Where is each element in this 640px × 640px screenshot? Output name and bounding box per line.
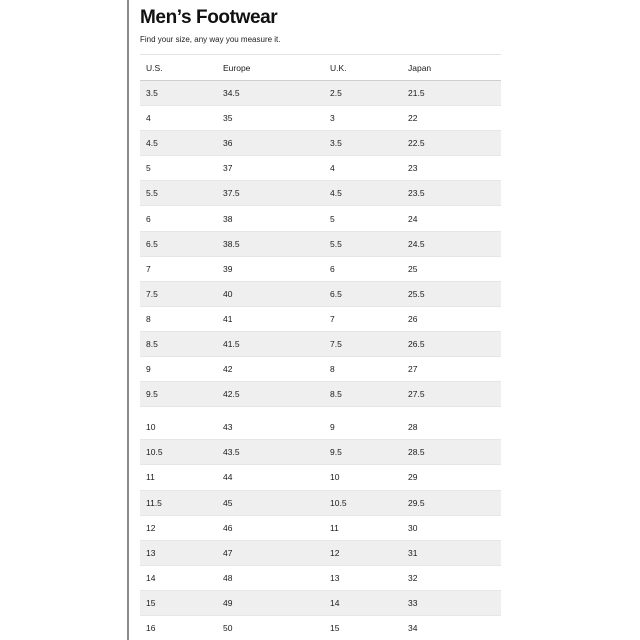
cell-japan-size: 24 [408,213,418,224]
cell-us-size: 6.5 [146,238,158,249]
cell-japan-size: 26.5 [408,338,425,349]
cell-us-size: 11.5 [146,497,162,508]
cell-europe-size: 37.5 [223,188,240,199]
cell-europe-size: 45 [223,497,233,508]
cell-us-size: 8.5 [146,338,158,349]
table-row [140,332,501,357]
cell-europe-size: 47 [223,547,233,558]
cell-us-size: 12 [146,522,156,533]
table-row [140,541,501,566]
cell-us-size: 10 [146,422,156,433]
table-row [140,440,501,465]
table-row [140,516,501,541]
cell-us-size: 14 [146,572,156,583]
cell-europe-size: 40 [223,288,233,299]
cell-europe-size: 48 [223,572,233,583]
table-row [140,282,501,307]
cell-uk-size: 4.5 [330,188,342,199]
cell-uk-size: 9 [330,422,335,433]
table-row [140,181,501,206]
cell-uk-size: 12 [330,547,340,558]
cell-japan-size: 24.5 [408,238,425,249]
cell-europe-size: 50 [223,623,233,634]
cell-us-size: 16 [146,623,156,634]
cell-japan-size: 25.5 [408,288,425,299]
cell-europe-size: 49 [223,597,233,608]
cell-uk-size: 7.5 [330,338,342,349]
cell-uk-size: 2.5 [330,88,342,99]
cell-europe-size: 38.5 [223,238,240,249]
cell-japan-size: 23 [408,163,418,174]
table-row [140,106,501,131]
cell-us-size: 9.5 [146,389,158,400]
table-row [140,206,501,231]
column-header-japan: Japan [408,62,432,73]
cell-us-size: 5 [146,163,151,174]
cell-uk-size: 10.5 [330,497,347,508]
cell-japan-size: 26 [408,313,418,324]
cell-japan-size: 29.5 [408,497,425,508]
table-row [140,307,501,332]
cell-uk-size: 6 [330,263,335,274]
cell-japan-size: 29 [408,472,418,483]
table-row [140,81,501,106]
cell-us-size: 15 [146,597,156,608]
column-header-uk: U.K. [330,62,347,73]
cell-uk-size: 13 [330,572,340,583]
cell-us-size: 6 [146,213,151,224]
cell-us-size: 11 [146,472,155,483]
table-row [140,491,501,516]
table-row [140,357,501,382]
column-header-us: U.S. [146,62,163,73]
table-row [140,382,501,407]
cell-europe-size: 43.5 [223,447,240,458]
table-row [140,415,501,440]
table-row [140,616,501,640]
cell-us-size: 10.5 [146,447,163,458]
cell-us-size: 7.5 [146,288,158,299]
cell-europe-size: 36 [223,138,233,149]
cell-us-size: 13 [146,547,156,558]
cell-europe-size: 46 [223,522,233,533]
cell-japan-size: 23.5 [408,188,425,199]
cell-europe-size: 41 [223,313,233,324]
cell-japan-size: 33 [408,597,418,608]
table-row [140,566,501,591]
cell-uk-size: 8.5 [330,389,342,400]
column-header-europe: Europe [223,62,251,73]
cell-uk-size: 5 [330,213,335,224]
cell-japan-size: 27.5 [408,389,425,400]
cell-europe-size: 34.5 [223,88,240,99]
cell-uk-size: 15 [330,623,340,634]
cell-japan-size: 34 [408,623,418,634]
table-row [140,232,501,257]
cell-uk-size: 3.5 [330,138,342,149]
table-row [140,591,501,616]
cell-japan-size: 28 [408,422,418,433]
cell-uk-size: 3 [330,113,335,124]
cell-japan-size: 31 [408,547,418,558]
cell-uk-size: 10 [330,472,340,483]
cell-uk-size: 4 [330,163,335,174]
cell-japan-size: 28.5 [408,447,425,458]
cell-us-size: 3.5 [146,88,158,99]
cell-japan-size: 27 [408,364,418,375]
cell-japan-size: 32 [408,572,418,583]
table-row [140,257,501,282]
page-subtitle: Find your size, any way you measure it. [140,35,281,44]
cell-us-size: 8 [146,313,151,324]
cell-europe-size: 37 [223,163,233,174]
cell-us-size: 7 [146,263,151,274]
table-row [140,131,501,156]
cell-europe-size: 38 [223,213,233,224]
cell-us-size: 4.5 [146,138,158,149]
cell-europe-size: 41.5 [223,338,240,349]
size-conversion-table [140,54,501,640]
cell-europe-size: 42.5 [223,389,240,400]
cell-uk-size: 9.5 [330,447,342,458]
page-title: Men’s Footwear [140,7,278,28]
cell-japan-size: 25 [408,263,418,274]
cell-us-size: 4 [146,113,151,124]
cell-europe-size: 39 [223,263,233,274]
cell-us-size: 9 [146,364,151,375]
cell-japan-size: 22.5 [408,138,425,149]
cell-uk-size: 7 [330,313,335,324]
table-row [140,156,501,181]
cell-uk-size: 6.5 [330,288,342,299]
cell-uk-size: 11 [330,522,339,533]
cell-uk-size: 5.5 [330,238,342,249]
table-row [140,465,501,490]
cell-us-size: 5.5 [146,188,158,199]
cell-europe-size: 43 [223,422,233,433]
cell-uk-size: 14 [330,597,340,608]
cell-europe-size: 35 [223,113,233,124]
cell-japan-size: 30 [408,522,418,533]
cell-europe-size: 44 [223,472,233,483]
cell-europe-size: 42 [223,364,233,375]
cell-japan-size: 22 [408,113,418,124]
table-header-row [140,54,501,81]
left-border-line [127,0,129,640]
cell-uk-size: 8 [330,364,335,375]
cell-japan-size: 21.5 [408,88,425,99]
